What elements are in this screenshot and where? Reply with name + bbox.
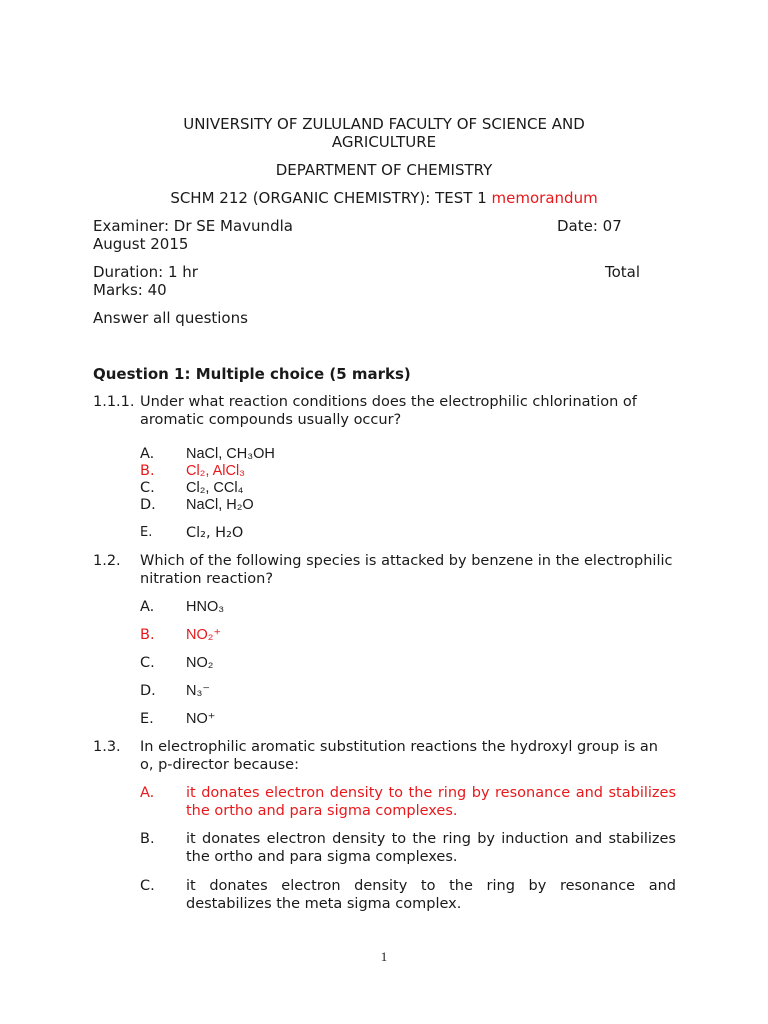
section-title: Question 1: Multiple choice (5 marks) xyxy=(93,365,411,383)
question-number: 1.2. xyxy=(93,553,121,569)
option-text: Cl₂, H₂O xyxy=(186,525,244,541)
option-letter: A. xyxy=(140,599,155,615)
option-letter: C. xyxy=(140,480,155,496)
option-text: NO⁺ xyxy=(186,711,216,727)
option-letter: D. xyxy=(140,497,156,513)
department-name: DEPARTMENT OF CHEMISTRY xyxy=(275,161,493,179)
option-letter-correct: B. xyxy=(140,627,155,643)
option-text-correct: Cl₂, AlCl₃ xyxy=(186,463,246,479)
duration: Duration: 1 hr xyxy=(93,263,198,281)
option-letter: C. xyxy=(140,655,155,671)
option-letter-correct: B. xyxy=(140,463,155,479)
course-title-line xyxy=(0,189,768,207)
option-letter: B. xyxy=(140,831,155,847)
page-number: 1 xyxy=(380,949,388,964)
option-text: NaCl, CH₃OH xyxy=(186,446,275,462)
question-text: Which of the following species is attacked by benzene in the electrophilic nitration reaction? xyxy=(140,553,673,587)
examiner: Examiner: Dr SE Mavundla xyxy=(93,217,293,235)
date-label: Date: 07 xyxy=(557,217,622,235)
option-letter: D. xyxy=(140,683,156,699)
memorandum-label: memorandum xyxy=(491,189,598,207)
option-text: it donates electron density to the ring by resonance and destabilizes the meta sigma complex. xyxy=(186,878,676,912)
total-marks: Marks: 40 xyxy=(93,281,167,299)
option-text-correct: it donates electron density to the ring by resonance and stabilizes the ortho and para sigma complexes. xyxy=(186,785,676,819)
question-number: 1.3. xyxy=(93,739,121,755)
option-letter-correct: A. xyxy=(140,785,155,801)
instruction: Answer all questions xyxy=(93,309,248,327)
option-letter: C. xyxy=(140,878,155,894)
question-number: 1.1.1. xyxy=(93,394,135,410)
option-text: NO₂ xyxy=(186,655,214,671)
option-text: it donates electron density to the ring by induction and stabilizes the ortho and para sigma complexes. xyxy=(186,831,676,865)
option-text: Cl₂, CCl₄ xyxy=(186,480,244,496)
question-text: In electrophilic aromatic substitution reactions the hydroxyl group is an o, p-director because: xyxy=(140,739,658,773)
course-title: SCHM 212 (ORGANIC CHEMISTRY): TEST 1 xyxy=(170,189,487,207)
question-text: Under what reaction conditions does the electrophilic chlorination of aromatic compounds usually occur? xyxy=(140,394,637,428)
option-letter: E. xyxy=(140,525,153,540)
university-title-line1: UNIVERSITY OF ZULULAND FACULTY OF SCIENCE AND xyxy=(183,115,585,133)
option-letter: E. xyxy=(140,711,154,727)
option-text: N₃⁻ xyxy=(186,683,211,699)
option-text-correct: NO₂⁺ xyxy=(186,627,222,643)
university-title-line2: AGRICULTURE xyxy=(331,133,437,151)
option-text: NaCl, H₂O xyxy=(186,497,254,513)
total-label: Total xyxy=(605,263,641,281)
option-text: HNO₃ xyxy=(186,599,225,615)
date-continued: August 2015 xyxy=(93,235,189,253)
option-letter: A. xyxy=(140,446,155,462)
